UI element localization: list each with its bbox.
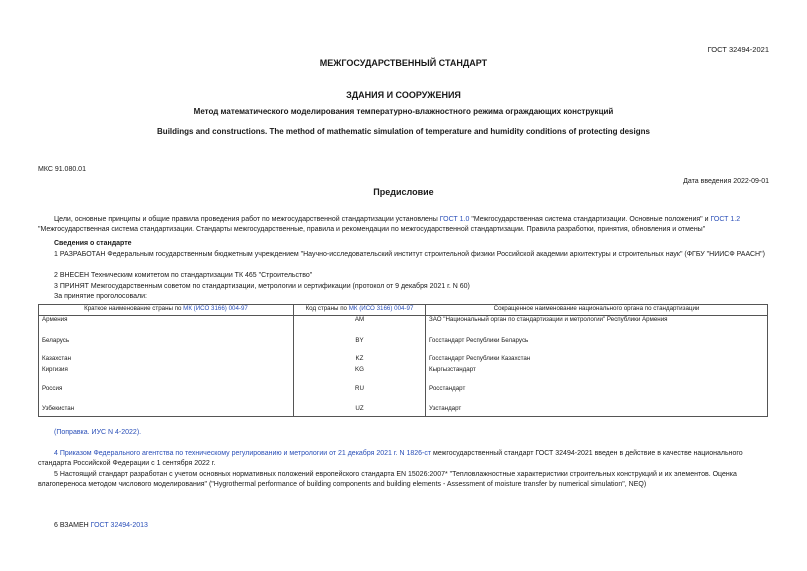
header-standards-body: Сокращенное наименование национального органа по стандартизации (426, 305, 768, 316)
header-country-code: Код страны по МК (ИСО 3166) 004-97 (294, 305, 426, 316)
item-1-developed: 1 РАЗРАБОТАН Федеральным государственным бюджетным учреждением "Научно-исследовательский институт строительной физики Российской академии архитектуры и строительных наук" (ФГБУ "НИИСФ РААСН") (54, 251, 765, 258)
table-row (39, 366, 768, 385)
country-cell: Казахстан (39, 355, 294, 366)
gost-32494-2013-link[interactable]: ГОСТ 32494-2013 (90, 522, 148, 529)
country-cell: Узбекистан (39, 405, 294, 417)
introduction-date: Дата введения 2022-09-01 (683, 178, 769, 185)
item-3-adopted: 3 ПРИНЯТ Межгосударственным советом по стандартизации, метрологии и сертификации (протокол от 9 декабря 2021 г. N 60) (54, 283, 470, 290)
mks-code: МКС 91.080.01 (38, 166, 86, 173)
mk-iso-3166-link[interactable]: МК (ИСО 3166) 004-97 (348, 305, 414, 312)
country-cell: Россия (39, 385, 294, 405)
voted-label: За принятие проголосовали: (54, 293, 147, 300)
amendment-note[interactable]: (Поправка. ИУС N 4-2022). (54, 429, 142, 436)
foreword-paragraph (38, 215, 770, 235)
voting-states-table (38, 304, 768, 417)
table-row (39, 337, 768, 355)
country-cell: Беларусь (39, 337, 294, 355)
body-cell: Узстандарт (426, 405, 768, 417)
country-cell: Киргизия (39, 366, 294, 385)
item-4-text: межгосударственный стандарт ГОСТ 32494-2021 введен в действие в качестве национального стандарта Российской Федерации с 1 сентября 2022 г. (38, 450, 743, 467)
code-cell: KG (294, 366, 426, 385)
standard-info-heading: Сведения о стандарте (54, 240, 132, 247)
title-english: Buildings and constructions. The method of mathematic simulation of temperature and humidity conditions of protecting designs (157, 127, 650, 136)
table-row (39, 385, 768, 405)
document-code: ГОСТ 32494-2021 (707, 45, 769, 54)
item-4-order (38, 449, 770, 469)
code-cell: RU (294, 385, 426, 405)
body-cell: Госстандарт Республики Беларусь (426, 337, 768, 355)
order-rst-link[interactable]: Приказом Федерального агентства по техническому регулированию и метрологии от 21 декабря 2021 г. N 1826-ст (59, 450, 432, 457)
foreword-text-b: "Межгосударственная система стандартизации. Основные положения" и (469, 216, 711, 223)
title-russian: Метод математического моделирования температурно-влажностного режима ограждающих конструкций (193, 107, 614, 116)
foreword-heading: Предисловие (373, 187, 434, 197)
code-cell: KZ (294, 355, 426, 366)
foreword-text-a: Цели, основные принципы и общие правила проведения работ по межгосударственной стандартизации установлены (54, 216, 440, 223)
item-2-submitted: 2 ВНЕСЕН Техническим комитетом по стандартизации ТК 465 "Строительство" (54, 272, 313, 279)
table-row (39, 355, 768, 366)
code-cell: UZ (294, 405, 426, 417)
table-header-row (39, 305, 768, 316)
category-heading: ЗДАНИЯ И СООРУЖЕНИЯ (346, 90, 461, 100)
foreword-text-c: "Межгосударственная система стандартизации. Стандарты межгосударственные, правила и рекомендации по межгосударственной стандартизации. Правила разработки, принятия, обновления и отмены" (38, 226, 706, 233)
gost-1-0-link[interactable]: ГОСТ 1.0 (439, 216, 470, 223)
body-cell: Кыргызстандарт (426, 366, 768, 385)
item-6-text: 6 ВЗАМЕН (54, 522, 91, 529)
code-cell: AM (294, 316, 426, 337)
body-cell: Госстандарт Республики Казахстан (426, 355, 768, 366)
table-row (39, 316, 768, 337)
item-5-basis: 5 Настоящий стандарт разработан с учетом основных нормативных положений европейского стандарта EN 15026:2007* "Тепловлажностные характеристики строительных конструкций и их элементов. Оценка влагопереноса методом числового моделирования" ("Hygrothermal performance of building components and building elements - Assessment of moisture transfer by numerical simulation", NEQ) (38, 471, 737, 488)
body-cell: Росстандарт (426, 385, 768, 405)
header-country-name: Краткое наименование страны по МК (ИСО 3166) 004-97 (39, 305, 294, 316)
country-cell: Армения (39, 316, 294, 337)
table-row (39, 405, 768, 417)
item-4-number: 4 (54, 450, 60, 457)
mk-iso-3166-link[interactable]: МК (ИСО 3166) 004-97 (183, 305, 248, 312)
gost-1-2-link[interactable]: ГОСТ 1.2 (710, 216, 741, 223)
standard-type-heading: МЕЖГОСУДАРСТВЕННЫЙ СТАНДАРТ (319, 58, 488, 68)
body-cell: ЗАО "Национальный орган по стандартизации и метрологии" Республики Армения (426, 316, 768, 337)
item-6-replaces (54, 521, 148, 531)
code-cell: BY (294, 337, 426, 355)
